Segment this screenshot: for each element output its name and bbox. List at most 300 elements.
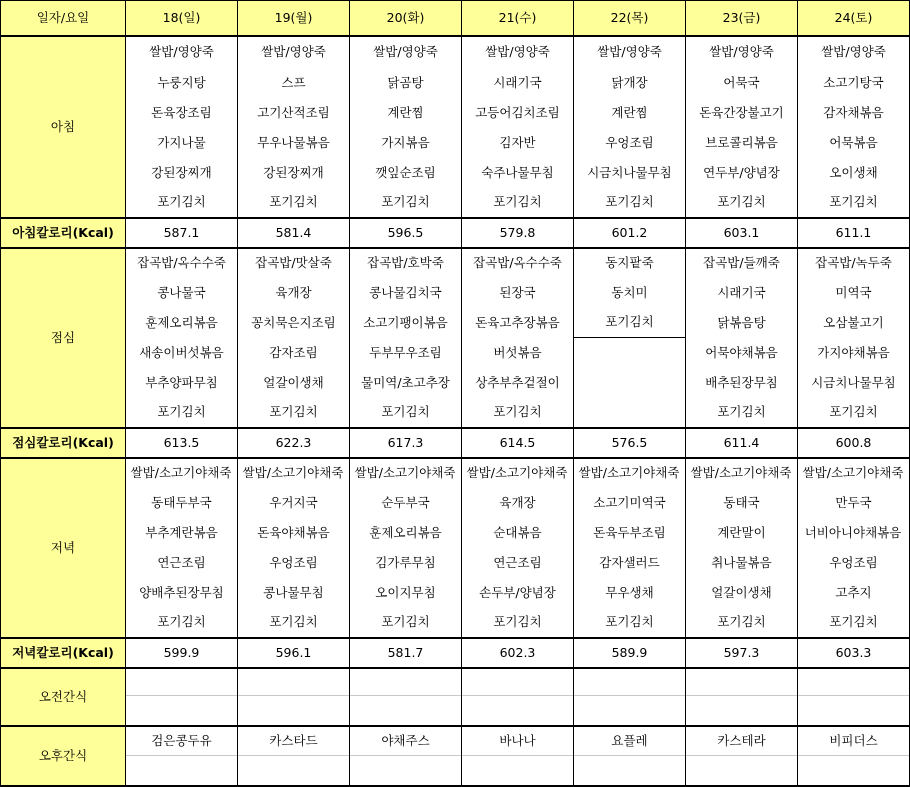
dinner-cell bbox=[462, 578, 574, 608]
breakfast-cell bbox=[126, 128, 238, 158]
dinner-cell bbox=[350, 488, 462, 518]
cell-text: 부추계란볶음 bbox=[145, 524, 218, 540]
lunch-cell bbox=[238, 248, 350, 278]
cell-text: 바나나 bbox=[499, 732, 536, 748]
calorie-value: 601.2 bbox=[574, 218, 686, 248]
cell-text: 시금치나물무침 bbox=[811, 374, 896, 390]
pm_snack-cell bbox=[126, 726, 238, 756]
cell-text: 깻잎순조림 bbox=[375, 164, 436, 180]
dinner-cell bbox=[350, 578, 462, 608]
cell-text: 소고기팽이볶음 bbox=[363, 314, 448, 330]
cell-text: 무우생채 bbox=[605, 584, 654, 600]
breakfast-cell bbox=[574, 128, 686, 158]
lunch-cell bbox=[238, 308, 350, 338]
cell-text: 시래기국 bbox=[493, 74, 542, 90]
cell-text: 육개장 bbox=[499, 494, 536, 510]
cell-text: 계란찜 bbox=[387, 104, 424, 120]
cell-text: 동지팥죽 bbox=[605, 255, 654, 270]
dinner-cell bbox=[126, 458, 238, 488]
breakfast-cell bbox=[126, 158, 238, 188]
lunch-cell bbox=[574, 248, 686, 278]
dinner-cell bbox=[574, 578, 686, 608]
pm_snack-cell bbox=[686, 756, 798, 786]
am_snack-cell bbox=[574, 696, 686, 726]
cell-text: 카스테라 bbox=[717, 732, 766, 748]
lunch-cell bbox=[350, 398, 462, 428]
cell-text: 스프 bbox=[281, 74, 306, 90]
cell-text: 쌀밥/소고기야채죽 bbox=[466, 465, 568, 480]
dinner-cell bbox=[686, 518, 798, 548]
calorie-value: 589.9 bbox=[574, 638, 686, 668]
dinner-cell bbox=[238, 458, 350, 488]
breakfast-cell bbox=[686, 98, 798, 128]
breakfast-cell bbox=[350, 98, 462, 128]
dinner-cell bbox=[574, 488, 686, 518]
pm_snack-cell bbox=[462, 726, 574, 756]
calorie-value: 579.8 bbox=[462, 218, 574, 248]
cell-text: 너비아니야채볶음 bbox=[804, 524, 902, 540]
cell-text: 포기김치 bbox=[829, 404, 878, 419]
cell-text: 잡곡밥/옥수수죽 bbox=[137, 255, 226, 270]
dinner-cell bbox=[686, 458, 798, 488]
cell-text: 포기김치 bbox=[829, 194, 878, 209]
cell-text: 쌀밥/소고기야채죽 bbox=[578, 465, 680, 480]
cell-text: 물미역/초고추장 bbox=[361, 374, 450, 390]
day-header: 18(일) bbox=[126, 1, 238, 36]
breakfast-cell bbox=[238, 98, 350, 128]
cell-text: 배추된장무침 bbox=[705, 374, 778, 390]
breakfast-cell bbox=[462, 68, 574, 98]
breakfast-cell bbox=[126, 188, 238, 218]
day-header: 19(월) bbox=[238, 1, 350, 36]
breakfast-cell bbox=[462, 128, 574, 158]
lunch-cell bbox=[574, 338, 686, 368]
breakfast-cell bbox=[686, 158, 798, 188]
dinner-cell bbox=[686, 608, 798, 638]
pm_snack-label: 오후간식 bbox=[1, 726, 126, 786]
am_snack-cell bbox=[574, 668, 686, 696]
breakfast-cell bbox=[574, 36, 686, 68]
breakfast-label: 아침 bbox=[1, 36, 126, 218]
cell-text: 육개장 bbox=[275, 284, 312, 300]
lunch-cell bbox=[462, 278, 574, 308]
cell-text: 콩나물무침 bbox=[263, 584, 324, 600]
cell-text: 비피더스 bbox=[829, 732, 878, 748]
dinner-row bbox=[1, 608, 910, 638]
pm_snack-cell bbox=[686, 726, 798, 756]
calorie-value: 611.1 bbox=[798, 218, 910, 248]
cell-text: 돈육두부조림 bbox=[593, 524, 666, 540]
cell-text: 우엉조림 bbox=[605, 134, 654, 150]
dinner-cell bbox=[686, 578, 798, 608]
breakfast-cell bbox=[462, 188, 574, 218]
lunch-cell bbox=[238, 368, 350, 398]
cell-text: 누룽지탕 bbox=[157, 74, 206, 90]
dinner-cell bbox=[798, 458, 910, 488]
cell-text: 고추지 bbox=[835, 584, 872, 600]
lunch-calorie-row bbox=[1, 428, 910, 458]
breakfast-cell bbox=[462, 158, 574, 188]
cell-text: 포기김치 bbox=[269, 404, 318, 419]
lunch-cell bbox=[686, 368, 798, 398]
cell-text: 포기김치 bbox=[157, 404, 206, 419]
cell-text: 검은콩두유 bbox=[151, 732, 212, 748]
day-header: 24(토) bbox=[798, 1, 910, 36]
dinner-cell bbox=[462, 458, 574, 488]
breakfast-cell bbox=[574, 158, 686, 188]
cell-text: 계란찜 bbox=[611, 104, 648, 120]
breakfast-cell bbox=[462, 98, 574, 128]
pm_snack-cell bbox=[238, 756, 350, 786]
cell-text: 오이지무침 bbox=[375, 584, 436, 600]
lunch-cell bbox=[798, 248, 910, 278]
cell-text: 숙주나물무침 bbox=[481, 164, 554, 180]
lunch-cell bbox=[238, 278, 350, 308]
dinner-cell bbox=[126, 578, 238, 608]
calorie-value: 596.5 bbox=[350, 218, 462, 248]
lunch-label: 점심 bbox=[1, 248, 126, 428]
cell-text: 버섯볶음 bbox=[493, 344, 542, 360]
pm_snack-cell bbox=[798, 726, 910, 756]
breakfast-row bbox=[1, 68, 910, 98]
cell-text: 쌀밥/영양죽 bbox=[373, 44, 438, 59]
cell-text: 쌀밥/소고기야채죽 bbox=[690, 465, 792, 480]
cell-text: 동태두부국 bbox=[151, 494, 212, 510]
cell-text: 잡곡밥/녹두죽 bbox=[815, 255, 892, 270]
cell-text: 얼갈이생채 bbox=[263, 374, 324, 390]
lunch-cell bbox=[798, 278, 910, 308]
cell-text: 쌀밥/영양죽 bbox=[597, 44, 662, 59]
cell-text: 콩나물김치국 bbox=[369, 284, 442, 300]
lunch-cell bbox=[798, 368, 910, 398]
breakfast-cell bbox=[350, 68, 462, 98]
cell-text: 연근조림 bbox=[493, 554, 542, 570]
cell-text: 가지나물 bbox=[157, 134, 206, 150]
cell-text: 포기김치 bbox=[269, 614, 318, 629]
cell-text: 감자샐러드 bbox=[599, 554, 660, 570]
breakfast-cell bbox=[574, 98, 686, 128]
cell-text: 쌀밥/영양죽 bbox=[485, 44, 550, 59]
cell-text: 상추부추겉절이 bbox=[475, 374, 560, 390]
cell-text: 쌀밥/소고기야채죽 bbox=[802, 465, 904, 480]
cell-text: 된장국 bbox=[499, 284, 536, 300]
calorie-value: 581.4 bbox=[238, 218, 350, 248]
lunch-cell bbox=[462, 248, 574, 278]
cell-text: 감자채볶음 bbox=[823, 104, 884, 120]
cell-text: 돈육간장불고기 bbox=[699, 104, 784, 120]
dinner-cell bbox=[574, 458, 686, 488]
lunch-cell bbox=[126, 338, 238, 368]
lunch-cell bbox=[462, 308, 574, 338]
am_snack-cell bbox=[462, 668, 574, 696]
cell-text: 포기김치 bbox=[381, 614, 430, 629]
pm_snack-cell bbox=[238, 726, 350, 756]
cell-text: 쌀밥/영양죽 bbox=[149, 44, 214, 59]
breakfast-row bbox=[1, 128, 910, 158]
cell-text: 손두부/양념장 bbox=[479, 584, 556, 600]
calorie-value: 611.4 bbox=[686, 428, 798, 458]
calorie-value: 587.1 bbox=[126, 218, 238, 248]
cell-text: 포기김치 bbox=[605, 314, 654, 330]
cell-text: 고등어김치조림 bbox=[475, 104, 560, 120]
cell-text: 돈육고추장볶음 bbox=[475, 314, 560, 330]
breakfast-cell bbox=[798, 158, 910, 188]
am_snack-cell bbox=[126, 696, 238, 726]
lunch-cell bbox=[126, 368, 238, 398]
lunch-cell bbox=[126, 278, 238, 308]
breakfast-row bbox=[1, 98, 910, 128]
cell-text: 감자조림 bbox=[269, 344, 318, 360]
am_snack-cell bbox=[686, 668, 798, 696]
lunch-cell bbox=[126, 248, 238, 278]
breakfast-cell bbox=[238, 128, 350, 158]
am_snack-cell bbox=[798, 668, 910, 696]
breakfast-cell bbox=[798, 68, 910, 98]
cell-text: 강된장찌개 bbox=[151, 164, 212, 180]
am_snack-cell bbox=[238, 696, 350, 726]
header-row bbox=[1, 1, 910, 36]
pm_snack-row bbox=[1, 726, 910, 756]
am_snack-row bbox=[1, 696, 910, 726]
cell-text: 부추양파무침 bbox=[145, 374, 218, 390]
calorie-value: 622.3 bbox=[238, 428, 350, 458]
breakfast-cell bbox=[350, 188, 462, 218]
calorie-value: 596.1 bbox=[238, 638, 350, 668]
cell-text: 쌀밥/소고기야채죽 bbox=[354, 465, 456, 480]
breakfast-cell bbox=[686, 188, 798, 218]
lunch-cell bbox=[686, 248, 798, 278]
breakfast-cell bbox=[686, 128, 798, 158]
dinner-cell bbox=[238, 548, 350, 578]
cell-text: 강된장찌개 bbox=[263, 164, 324, 180]
lunch-cell bbox=[238, 338, 350, 368]
dinner-cell bbox=[686, 548, 798, 578]
lunch-row bbox=[1, 398, 910, 428]
cell-text: 동치미 bbox=[611, 284, 648, 300]
breakfast-row bbox=[1, 188, 910, 218]
cell-text: 가지야채볶음 bbox=[817, 344, 890, 360]
dinner-cell bbox=[574, 548, 686, 578]
cell-text: 돈육야채볶음 bbox=[257, 524, 330, 540]
cell-text: 소고기탕국 bbox=[823, 74, 884, 90]
pm_snack-cell bbox=[798, 756, 910, 786]
breakfast-cell bbox=[126, 68, 238, 98]
dinner-cell bbox=[350, 608, 462, 638]
lunch-cell bbox=[462, 368, 574, 398]
cell-text: 어묵국 bbox=[723, 74, 760, 90]
am_snack-cell bbox=[350, 668, 462, 696]
cell-text: 어묵야채볶음 bbox=[705, 344, 778, 360]
cell-text: 쌀밥/영양죽 bbox=[709, 44, 774, 59]
lunch-cell bbox=[686, 398, 798, 428]
dinner-cell bbox=[126, 518, 238, 548]
dinner-cell bbox=[462, 608, 574, 638]
pm_snack-cell bbox=[462, 756, 574, 786]
dinner-cell bbox=[126, 488, 238, 518]
cell-text: 포기김치 bbox=[605, 614, 654, 629]
cell-text: 계란말이 bbox=[717, 524, 766, 540]
cell-text: 우엉조림 bbox=[269, 554, 318, 570]
cell-text: 미역국 bbox=[835, 284, 872, 300]
am_snack-cell bbox=[686, 696, 798, 726]
dinner-cell bbox=[126, 608, 238, 638]
cell-text: 야채주스 bbox=[381, 732, 430, 748]
lunch-cell bbox=[126, 398, 238, 428]
cell-text: 고기산적조림 bbox=[257, 104, 330, 120]
cell-text: 쌀밥/소고기야채죽 bbox=[130, 465, 232, 480]
cell-text: 순두부국 bbox=[381, 494, 430, 510]
calorie-value: 576.5 bbox=[574, 428, 686, 458]
calorie-value: 603.1 bbox=[686, 218, 798, 248]
dinner-cell bbox=[238, 488, 350, 518]
dinner-cell bbox=[238, 578, 350, 608]
lunch-cell bbox=[574, 368, 686, 398]
cell-text: 포기김치 bbox=[605, 194, 654, 209]
cell-text: 잡곡밥/호박죽 bbox=[367, 255, 444, 270]
lunch-cell bbox=[126, 308, 238, 338]
cell-text: 오삼불고기 bbox=[823, 314, 884, 330]
cell-text: 닭개장 bbox=[611, 74, 648, 90]
day-header: 23(금) bbox=[686, 1, 798, 36]
cell-text: 포기김치 bbox=[157, 614, 206, 629]
calorie-value: 617.3 bbox=[350, 428, 462, 458]
lunch-cell bbox=[798, 338, 910, 368]
breakfast-row bbox=[1, 36, 910, 68]
dinner-row bbox=[1, 548, 910, 578]
lunch-cell bbox=[238, 398, 350, 428]
pm_snack-cell bbox=[574, 756, 686, 786]
lunch-cell bbox=[350, 248, 462, 278]
cell-text: 쌀밥/소고기야채죽 bbox=[242, 465, 344, 480]
dinner-row bbox=[1, 488, 910, 518]
cell-text: 어묵볶음 bbox=[829, 134, 878, 150]
dinner-cell bbox=[686, 488, 798, 518]
lunch-cell bbox=[350, 278, 462, 308]
cell-text: 소고기미역국 bbox=[593, 494, 666, 510]
cell-text: 포기김치 bbox=[493, 404, 542, 419]
cell-text: 포기김치 bbox=[157, 194, 206, 209]
breakfast-cell bbox=[126, 98, 238, 128]
cell-text: 포기김치 bbox=[717, 614, 766, 629]
calorie-value: 600.8 bbox=[798, 428, 910, 458]
dinner-cell bbox=[574, 608, 686, 638]
cell-text: 순대볶음 bbox=[493, 524, 542, 540]
dinner-cell bbox=[798, 518, 910, 548]
calorie-value: 613.5 bbox=[126, 428, 238, 458]
day-header: 21(수) bbox=[462, 1, 574, 36]
cell-text: 김가루무침 bbox=[375, 554, 436, 570]
lunch-cell bbox=[574, 398, 686, 428]
pm_snack-row bbox=[1, 756, 910, 786]
cell-text: 포기김치 bbox=[717, 404, 766, 419]
calorie-value: 581.7 bbox=[350, 638, 462, 668]
calorie-value: 614.5 bbox=[462, 428, 574, 458]
dinner-cell bbox=[462, 548, 574, 578]
cell-text: 훈제오리볶음 bbox=[369, 524, 442, 540]
dinner-row bbox=[1, 578, 910, 608]
dinner-cell bbox=[798, 608, 910, 638]
breakfast-cell bbox=[798, 36, 910, 68]
lunch-cell bbox=[798, 308, 910, 338]
cell-text: 시금치나물무침 bbox=[587, 164, 672, 180]
dinner-cell bbox=[798, 548, 910, 578]
breakfast-cell bbox=[574, 68, 686, 98]
breakfast-calorie-label: 아침칼로리(Kcal) bbox=[1, 218, 126, 248]
cell-text: 김자반 bbox=[499, 134, 536, 150]
lunch-cell bbox=[574, 278, 686, 308]
cell-text: 우엉조림 bbox=[829, 554, 878, 570]
am_snack-cell bbox=[238, 668, 350, 696]
breakfast-cell bbox=[350, 128, 462, 158]
dinner-calorie-label: 저녁칼로리(Kcal) bbox=[1, 638, 126, 668]
am_snack-cell bbox=[462, 696, 574, 726]
breakfast-cell bbox=[574, 188, 686, 218]
breakfast-cell bbox=[798, 128, 910, 158]
breakfast-cell bbox=[238, 158, 350, 188]
cell-text: 우거지국 bbox=[269, 494, 318, 510]
lunch-cell bbox=[574, 308, 686, 338]
lunch-calorie-label: 점심칼로리(Kcal) bbox=[1, 428, 126, 458]
pm_snack-cell bbox=[126, 756, 238, 786]
cell-text: 포기김치 bbox=[493, 614, 542, 629]
cell-text: 양배추된장무침 bbox=[139, 584, 224, 600]
lunch-row bbox=[1, 368, 910, 398]
lunch-cell bbox=[686, 338, 798, 368]
cell-text: 돈육장조림 bbox=[151, 104, 212, 120]
am_snack-row bbox=[1, 668, 910, 696]
cell-text: 시래기국 bbox=[717, 284, 766, 300]
am_snack-cell bbox=[126, 668, 238, 696]
breakfast-cell bbox=[686, 36, 798, 68]
cell-text: 포기김치 bbox=[269, 194, 318, 209]
dinner-row bbox=[1, 458, 910, 488]
calorie-value: 603.3 bbox=[798, 638, 910, 668]
dinner-cell bbox=[574, 518, 686, 548]
cell-text: 무우나물볶음 bbox=[257, 134, 330, 150]
cell-text: 만두국 bbox=[835, 494, 872, 510]
pm_snack-cell bbox=[350, 726, 462, 756]
dinner-cell bbox=[798, 578, 910, 608]
cell-text: 브로콜리볶음 bbox=[705, 134, 778, 150]
cell-text: 연근조림 bbox=[157, 554, 206, 570]
breakfast-cell bbox=[238, 36, 350, 68]
am_snack-cell bbox=[350, 696, 462, 726]
calorie-value: 602.3 bbox=[462, 638, 574, 668]
cell-text: 두부무우조림 bbox=[369, 344, 442, 360]
breakfast-cell bbox=[798, 98, 910, 128]
cell-text: 연두부/양념장 bbox=[703, 164, 780, 180]
breakfast-cell bbox=[126, 36, 238, 68]
cell-text: 닭곰탕 bbox=[387, 74, 424, 90]
lunch-cell bbox=[462, 398, 574, 428]
lunch-cell bbox=[686, 308, 798, 338]
cell-text: 쌀밥/영양죽 bbox=[821, 44, 886, 59]
breakfast-row bbox=[1, 158, 910, 188]
dinner-cell bbox=[798, 488, 910, 518]
cell-text: 새송이버섯볶음 bbox=[139, 344, 224, 360]
lunch-cell bbox=[462, 338, 574, 368]
cell-text: 얼갈이생채 bbox=[711, 584, 772, 600]
cell-text: 닭볶음탕 bbox=[717, 314, 766, 330]
lunch-row bbox=[1, 338, 910, 368]
lunch-row bbox=[1, 248, 910, 278]
cell-text: 요플레 bbox=[611, 732, 648, 748]
cell-text: 취나물볶음 bbox=[711, 554, 772, 570]
dinner-cell bbox=[350, 548, 462, 578]
lunch-cell bbox=[686, 278, 798, 308]
cell-text: 꽁치묵은지조림 bbox=[251, 314, 336, 330]
cell-text: 카스타드 bbox=[269, 732, 318, 748]
